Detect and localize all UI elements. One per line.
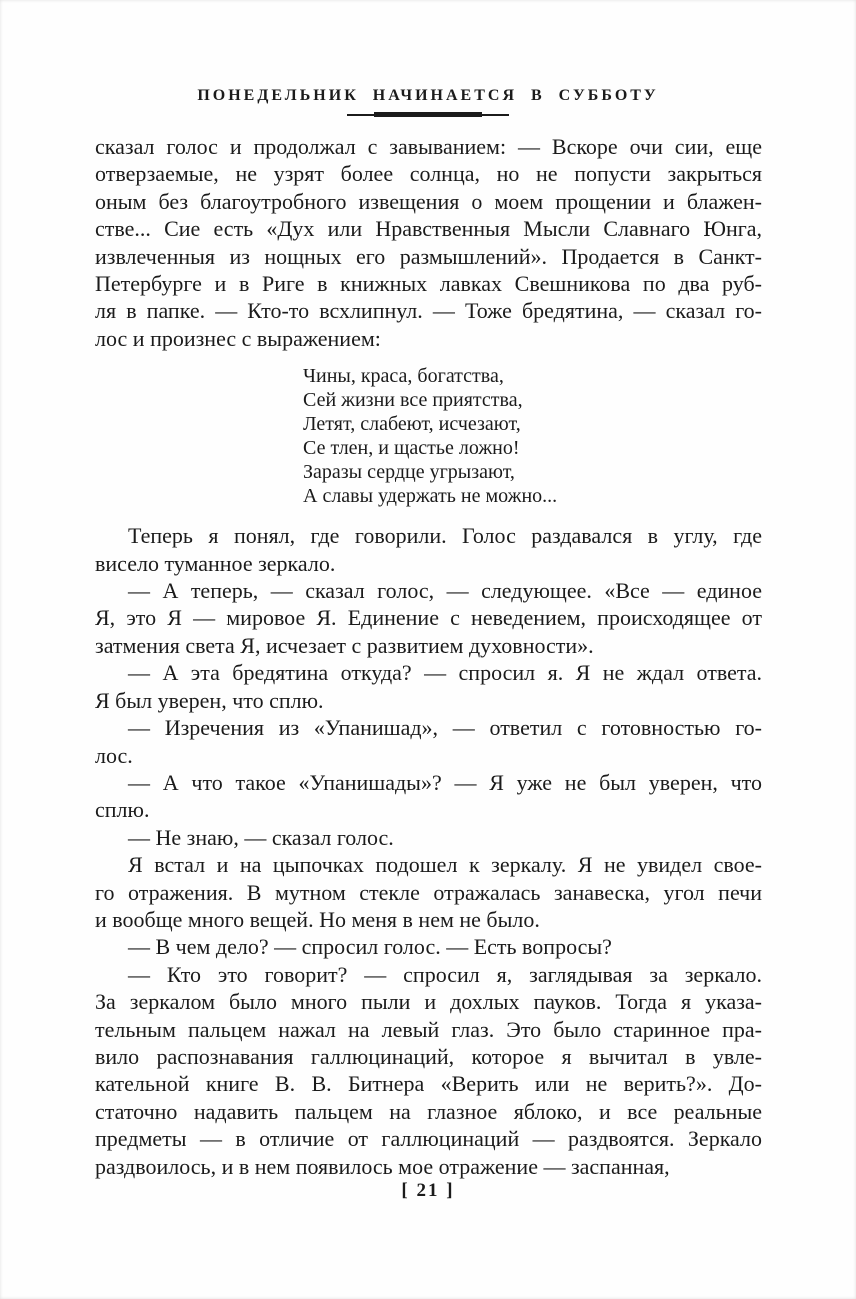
text-line: — В чем дело? — спросил голос. — Есть вопросы? — [128, 934, 612, 960]
text-line: Я встал и на цыпочках подошел к зеркалу. Я не увидел свое- — [128, 852, 762, 878]
text-line: и вообще много вещей. Но меня в нем не было. — [95, 906, 540, 932]
paragraph — [95, 933, 762, 960]
text-line: Летят, слабеют, исчезают, — [303, 413, 521, 436]
text-line: — А эта бредятина откуда? — спросил я. Я не ждал ответа. — [128, 660, 762, 686]
paragraph — [95, 961, 762, 1180]
text-line: оным без благоутробного извещения о моем прощении и блажен- — [95, 188, 762, 214]
text-line: раздвоилось, и в нем появилось мое отражение — заспанная, — [95, 1153, 670, 1179]
text-line: — Не знаю, — сказал голос. — [128, 824, 394, 850]
paragraph — [95, 851, 762, 933]
page-number: [ 21 ] — [401, 1180, 455, 1201]
paragraph — [95, 769, 762, 824]
text-line: тельным пальцем нажал на левый глаз. Это было старинное пра- — [95, 1016, 762, 1042]
text-line: — Кто это говорит? — спросил я, заглядывая за зеркало. — [128, 961, 762, 987]
header-rule — [347, 112, 509, 118]
text-line: кательной книге В. В. Битнера «Верить или не верить?». До- — [95, 1071, 762, 1097]
text-line: — А что такое «Упанишады»? — Я уже не был уверен, что — [128, 769, 762, 795]
text-line: висело туманное зеркало. — [95, 550, 336, 576]
text-line: го отражения. В мутном стекле отражалась занавеска, угол печи — [95, 879, 762, 905]
text-line: — А теперь, — сказал голос, — следующее. «Все — единое — [128, 578, 762, 604]
text-line: Петербурге и в Риге в книжных лавках Свешникова по два руб- — [95, 271, 762, 297]
paragraph — [95, 714, 762, 769]
text-line: предметы — в отличие от галлюцинаций — раздвоятся. Зеркало — [95, 1126, 762, 1152]
text-line: За зеркалом было много пыли и дохлых пауков. Тогда я указа- — [95, 989, 762, 1015]
text-line: Сей жизни все приятства, — [303, 389, 523, 412]
text-line: затмения света Я, исчезает с развитием духовности». — [95, 632, 594, 658]
paragraph — [95, 577, 762, 659]
text-line: вило распознавания галлюцинаций, которое я вычитал в увле- — [95, 1043, 762, 1069]
poem-block — [303, 364, 762, 508]
text-line: сказал голос и продолжал с завыванием: — Вскоре очи сии, еще — [95, 134, 762, 159]
text-line: Теперь я понял, где говорили. Голос раздавался в углу, где — [128, 523, 762, 549]
text-line: А славы удержать не можно... — [303, 485, 558, 508]
text-line: Я был уверен, что сплю. — [95, 687, 324, 713]
text-line: лос и произнес с выражением: — [95, 325, 381, 351]
text-line: статочно надавить пальцем на глазное яблоко, и все реальные — [95, 1098, 762, 1124]
text-line: стве... Сие есть «Дух или Нравственныя Мысли Славнаго Юнга, — [95, 216, 762, 242]
header-rule-thick-bar — [374, 112, 482, 117]
text-line: Се тлен, и щастье ложно! — [303, 437, 520, 460]
text-line: — Изречения из «Упанишад», — ответил с готовностью го- — [128, 715, 762, 741]
text-line: Заразы сердце угрызают, — [303, 461, 515, 484]
text-line: отверзаемые, не узрят более солнца, но не попусти закрыться — [95, 161, 762, 187]
text-line: сплю. — [95, 797, 150, 823]
text-line: извлеченныя из нощных его размышлений». Продается в Санкт- — [95, 243, 762, 269]
running-title: ПОНЕДЕЛЬНИК НАЧИНАЕТСЯ В СУББОТУ — [197, 87, 659, 104]
paragraph — [95, 522, 762, 577]
text-line: ля в папке. — Кто-то всхлипнул. — Тоже бредятина, — сказал го- — [95, 298, 762, 324]
paragraph — [95, 133, 762, 352]
paragraph — [95, 824, 762, 851]
text-line: лос. — [95, 742, 133, 768]
text-line: Я, это Я — мировое Я. Единение с неведением, происходящее от — [95, 605, 762, 631]
paragraph — [95, 659, 762, 714]
text-line: Чины, краса, богатства, — [303, 365, 504, 388]
text-body — [95, 133, 762, 1180]
